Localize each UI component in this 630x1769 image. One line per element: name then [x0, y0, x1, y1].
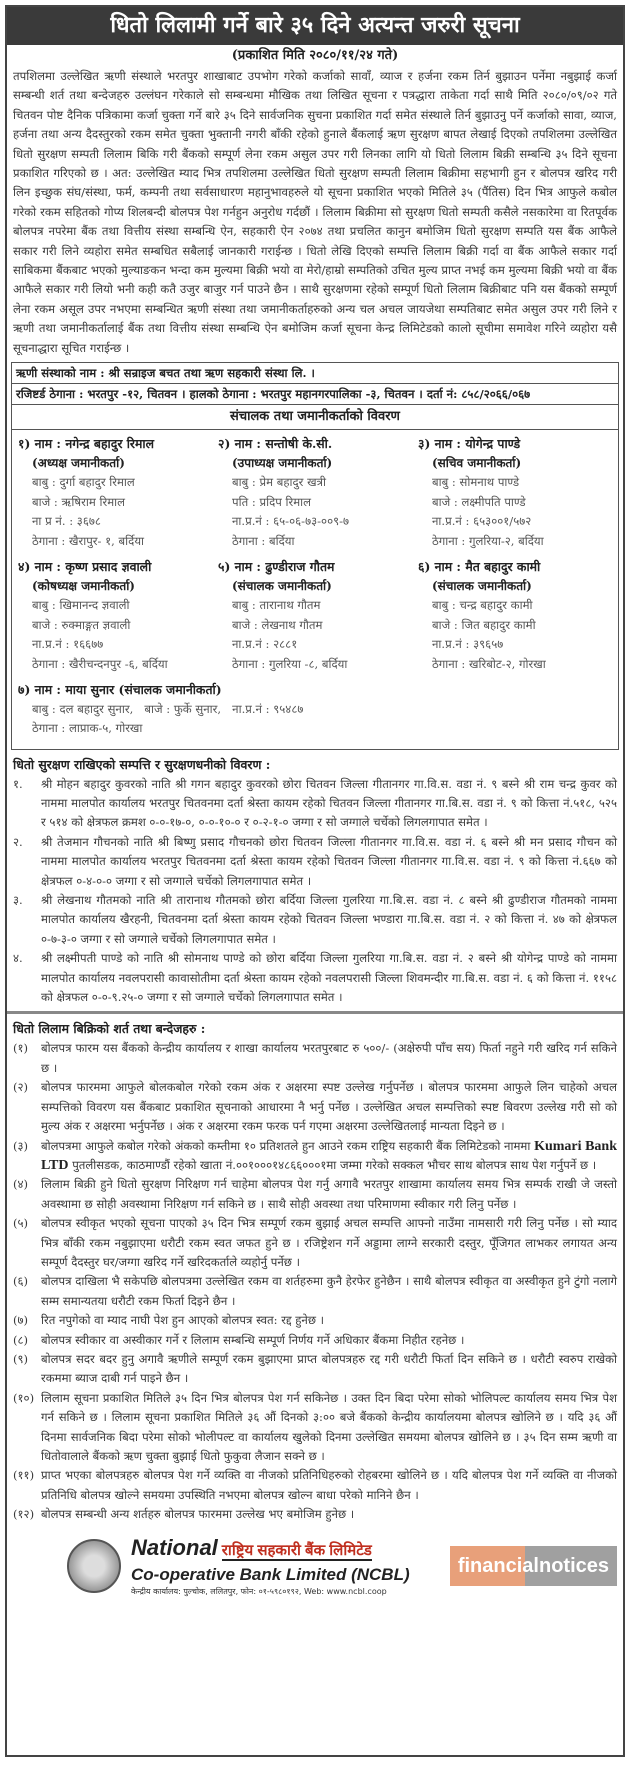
- director-detail: बाजे : जित बहादुर कामी: [432, 617, 536, 632]
- director-detail: बाबु : दल बहादुर सुनार, बाजे : फुर्के सुनार, ना.प्र.नं : ९५४८७: [32, 701, 304, 716]
- director-detail: ठेगाना : खैरीचन्दनपुर -६, बर्दिया: [32, 656, 168, 671]
- term-text: बोलपत्र फारममा आफुले बोलकबोल गरेको रकम अंक र अक्षरमा स्पष्ट उल्लेख गर्नुपर्नेछ । बोलपत्र फारममा आफुले लिन चाहेको अचल सम्पत्तिको विवरण यस बैंकबाट प्रकाशित सूचनाको आधारमा नै भर्नु पर्नेछ । उल्लेखित अचल सम्पत्तिको स्पष्ट बिवरण उल्लेख गरी सो को मुल्य अंक र अक्षरमा भर्नुपर्नेछ । अंक र अक्षरमा रकम फरक पर्न गएमा अक्षरमा उल्लेखितलाई मान्यता दिइने छ ।: [41, 1080, 617, 1134]
- notice: [5, 5, 625, 1757]
- director-detail: बाबु : दुर्गा बहादुर रिमाल: [32, 475, 135, 490]
- director-detail: बाजे : लक्ष्मीपति पाण्डे: [432, 494, 526, 509]
- term-item: [7, 1039, 623, 1078]
- item-text: श्री लक्ष्मीपती पाण्डे को नाति श्री सोमनाथ पाण्डे को छोरा बर्दिया जिल्ला गुलरिया गा.बि.स. वडा नं. २ बस्ने श्री योगेन्द्र पाण्डे को नाममा मालपोत कार्यालय नवलपरासी कावासोतीमा दर्ता श्रेस्ता कायम रहेको नवलपरासी जिल्ला शिवमन्दीर गा.बि.स. वडा नं. ६ को कित्ता नं. ११५८ को क्षेत्रफल ०-०-९.२५-० जग्गा र सो जग्गाले चर्चेको लिगलगापात समेत ।: [41, 951, 617, 1005]
- collateral-list: [7, 775, 623, 1008]
- brand-en: National: [131, 1534, 218, 1560]
- director-card: [218, 434, 412, 551]
- term-text: बोलपत्र सदर बदर हुनु अगावै ऋणीले सम्पूर्ण रकम बुझाएमा प्राप्त बोलपत्रहरु रद्द गरी धरौटी फिर्ता दिन सकिने छ । धरौटी स्वरुप राखेको रकममा ब्याज दाबी गर्न पाइने छैन ।: [41, 1351, 617, 1386]
- term-item: [7, 1311, 623, 1330]
- term-number: (३): [13, 1138, 29, 1153]
- term-number: (१): [13, 1041, 29, 1056]
- term-item: [7, 1078, 623, 1136]
- term-text: बोलपत्र फारम यस बैंकको केन्द्रीय कार्यालय र शाखा कार्यालय भरतपुरबाट रु ५००/- (अक्षेरुपी पाँच सय) फिर्ता नहुने गरी खरिद गर्न सकिने छ ।: [41, 1041, 617, 1075]
- collateral-item: [7, 833, 623, 891]
- item-number: ४.: [13, 951, 23, 966]
- directors-title: संचालक तथा जमानीकर्ताको विवरण: [12, 404, 618, 430]
- bank-name: Kumari Bank LTD: [41, 1138, 617, 1173]
- collateral-item: [7, 775, 623, 833]
- published-date: (प्रकाशित मिति २०८०/११/२४ गते): [231, 48, 399, 63]
- term-number: (७): [13, 1313, 29, 1328]
- item-number: १.: [13, 776, 23, 791]
- term-number: (४): [13, 1177, 29, 1192]
- director-detail: बाजे : लेखनाथ गौतम: [232, 617, 323, 632]
- director-detail: बाबु : प्रेम बहादुर खत्री: [232, 475, 326, 490]
- intro-paragraph: तपशिलमा उल्लेखित ऋणी संस्थाले भरतपुर शाखाबाट उपभोग गरेको कर्जाको सावाँ, व्याज र हर्जना रकम तिर्न बुझाउन पर्नेमा नबुझाई कर्जा सम्बन्धी शर्त तथा बन्देजहरु उल्लंघन गरेकाले सो सम्बन्धमा मौखिक तथा लिखित सूचना र पत्रद्धारा ताकेता गर्दा साथै मिति २०८०/०९/०२ गते चितवन पोष्ट दैनिक पत्रिकामा कर्जा चुक्ता गर्ने बारे ३५ दिने सार्वजनिक सुचना प्रकाशित गर्दा समेत संस्थाले तिर्न बुझाउनु पर्ने कर्जाको सावा, व्याज, हर्जना तथा अन्य दैदस्तुरको रकम समेत चुक्ता भुक्तानी नगरी बाँकी रहेको हुनाले बैंकलाई ऋण सुरक्षण बापत लेखाई दिएको तपशिलमा उल्लेखित धितो सुरक्षण सम्पती लिलाम बिकि गरी बैंकको सम्पूर्ण लेना रकम असुल उपर गरी लिनका लागि यो धितो लिलाम बिक्री सम्बन्धि ३५ दिने सूचना प्रकाशित गरिएको छ । अत: उल्लेखित म्याद भित्र तपशिलमा उल्लेखित धितो सुरक्षण सम्पती लिलाम बिक्रीमा सहभागी हुन र बोलपत्र खरिद गरी लिन इच्छुक संघ/संस्था, फर्म, कम्पनी तथा सर्वसाधारण महानुभावहरुले यो सूचना प्रकाशित भएको मितिले ३५ (पैंतिस) दिन भित्र आफुले कबोल गरेको रकम सहितको गोप्य शिलबन्दी बोलपत्र पेश गर्नहुन अनुरोध गर्दछौं । लिलाम बिक्रीमा सो सुरक्षण धितो सम्पती कसैले नसकारेमा वा रितपूर्वक बोलपत्र नपरेमा बैंक तथा वित्तीय संस्था सम्बन्धि ऐन, सहकारी ऐन २०७४ तथा प्रचलित कानुन बमोजिम धितो सुरक्षण सम्पति यस बैंक आफैले सकार गरी लिने व्यहोरा समेत सम्बधित सबैलाई जानकारी गराईन्छ । धितो लेखि दिएको सम्पत्ति लिलाम बिक्री गर्दा वा बैंक आफैले सकार गर्दा साबिकमा बैंकबाट भएको मुल्याङकन भन्दा कम मुल्यमा बिक्री भयो वा मेरो/हाम्रो सम्पतिको उचित मुल्य प्राप्त नभई कम मुल्यमा बिक्री भयो वा बैंक आफैले सकार गरी लियो भनी कही कतै उजुर बाजुर गर्न पाउने छैन । साथै सुरक्षणमा रहेको सम्पूर्ण धितो लिलाम बिक्रीबाट पनि यस बैंकको सम्पूर्ण लेना रकम असूल उपर नभएमा सम्बन्धित ऋणी संस्था तथा जमानीकर्ताहरुको अन्य चल अचल जायजेथा सम्पतिबाट समेत असुल उपर गरी लिने र ऋणी तथा जमानीकर्तालाई बैंक तथा वित्तीय संस्था सम्बन्धि ऐन बमोजिम कर्जा सूचना केन्द्र लिमिटेडको कालो सूचीमा समावेश गरिने व्यहोरा यसै सूचनाद्धारा सूचित गराईन्छ ।: [13, 69, 617, 355]
- term-number: (५): [13, 1216, 29, 1231]
- director-detail: बाबु : चन्द्र बहादुर कामी: [432, 598, 533, 613]
- director-card: [218, 557, 412, 674]
- term-text: लिलाम सूचना प्रकाशित मितिले ३५ दिन भित्र बोलपत्र पेश गर्न सकिनेछ । उक्त दिन बिदा परेमा सोको भोलिपल्ट कार्यालय समय भित्र पेश गर्न सकिने छ । लिलाम सूचना प्रकाशित मितिले ३६ औं दिनको ३:०० बजे बैंकको केन्द्रीय कार्यालयमा बोलपत्र खोलिने छ । यदि ३६ औं दिनमा सार्वजनिक बिदा परेमा सोको भोलीपल्ट वा कार्यालय खुलेको दिनमा उल्लेखित समयमा बोलपत्र खोलिने छ । ३५ दिन सम्म ऋणी वा धितोवालाले बैंकको ऋण चुक्ता बुझाई धितो फुकुवा लैजान सक्ने छ ।: [41, 1390, 617, 1463]
- term-text: बोलपत्र सम्बन्धी अन्य शर्तहरु बोलपत्र फारममा उल्लेख भए बमोजिम हुनेछ ।: [41, 1507, 355, 1522]
- bank-footer: [7, 1525, 623, 1598]
- director-detail: ठेगाना : बर्दिया: [232, 533, 295, 548]
- borrower-box: [11, 362, 619, 750]
- term-item: [7, 1505, 623, 1524]
- brand-en2: Co-operative Bank Limited (NCBL): [131, 1564, 410, 1584]
- director-role: (संचालक जमानीकर्ता): [432, 578, 532, 593]
- director-name: ४) नाम : कृष्ण प्रसाद ज्ञवाली: [18, 559, 152, 575]
- director-detail: पति : प्रदिप रिमाल: [232, 494, 312, 509]
- brand-np: राष्ट्रिय सहकारी बैंक लिमिटेड: [221, 1541, 372, 1559]
- director-card: [18, 680, 612, 739]
- director-detail: ना प्र नं. : ३६७८: [32, 514, 101, 529]
- director-card: [18, 557, 212, 674]
- term-item: [7, 1389, 623, 1467]
- terms-list: [7, 1039, 623, 1524]
- term-item: [7, 1214, 623, 1272]
- terms-title: धितो लिलाम बिक्रिको शर्त तथा बन्देजहरु :: [13, 1021, 206, 1037]
- notice-title: धितो लिलामी गर्ने बारे ३५ दिने अत्यन्त जरुरी सूचना: [7, 7, 623, 45]
- director-name: ७) नाम : माया सुनार (संचालक जमानीकर्ता): [18, 682, 222, 698]
- item-text: श्री लेखनाथ गौतमको नाति श्री तारानाथ गौतमको छोरा बर्दिया जिल्ला गुलरिया गा.बि.स. वडा नं. ८ बस्ने श्री ढुण्डीराज गौतमको नाममा मालपोत कार्यालय खैरहनी, चितवनमा दर्ता श्रेस्ता कायम रहेको चितवन जिल्ला भण्डारा गा.बि.स. वडा नं. २ को कित्ता नं. ४७ को क्षेत्रफल ०-७-३-० जग्गा र सो जग्गाले चर्चेको लिगलगापात समेत ।: [41, 893, 617, 946]
- director-detail: ठेगाना : लाप्राक-५, गोरखा: [32, 721, 143, 736]
- director-name: ३) नाम : योगेन्द्र पाण्डे: [418, 436, 521, 452]
- directors-grid: [12, 430, 618, 749]
- ncbl-logo-icon: [67, 1539, 121, 1593]
- item-number: ३.: [13, 893, 23, 908]
- brand-block: [131, 1535, 410, 1598]
- director-card: [18, 434, 212, 551]
- director-detail: ठेगाना : गुलरिया-२, बर्दिया: [432, 533, 544, 548]
- director-detail: बाबु : खिमानन्द ज्ञवाली: [32, 598, 130, 613]
- item-number: २.: [13, 834, 23, 849]
- term-item: [7, 1331, 623, 1350]
- director-detail: ठेगाना : खरिबोट-२, गोरखा: [432, 656, 546, 671]
- term-number: (२): [13, 1080, 29, 1095]
- director-role: (उपाध्यक्ष जमानीकर्ता): [232, 455, 333, 470]
- term-number: (११): [13, 1468, 35, 1483]
- term-number: (६): [13, 1274, 29, 1289]
- term-number: (१०): [13, 1390, 35, 1405]
- term-item: [7, 1175, 623, 1214]
- term-number: (१२): [13, 1507, 35, 1522]
- director-role: (अध्यक्ष जमानीकर्ता): [32, 455, 125, 470]
- term-number: (८): [13, 1332, 29, 1347]
- term-item: [7, 1137, 623, 1176]
- director-detail: ना.प्र.नं : ६५३००१/५७२: [432, 514, 532, 529]
- director-role: (संचालक जमानीकर्ता): [232, 578, 332, 593]
- term-text-part: बोलपत्रमा आफुले कबोल गरेको अंकको कम्तीमा १० प्रतिशतले हुन आउने रकम राष्ट्रिय सहकारी बैंक लिमिटेडको नाममा: [41, 1138, 531, 1153]
- director-role: (कोषध्यक्ष जमानीकर्ता): [32, 578, 135, 593]
- item-text: श्री मोहन बहादुर कुवरको नाति श्री गगन बहादुर कुवरको छोरा चितवन जिल्ला गीतानगर गा.वि.स. वडा नं. ९ बस्ने श्री राम चन्द्र कुवर को नाममा मालपोत कार्यालय भरतपुर चितवनमा दर्ता श्रेस्ता कायम रहेको चितवन जिल्ला गीतानगर गा.बि.स. वडा नं. ९ को कित्ता नं.५१८, ५२५ र ५१४ को क्षेत्रफल क्रमश ०-०-१७-०, ०-०-१०-० र ०-२-१-० जग्गा र सो जग्गाले चर्चेको लिगलगापात समेत ।: [41, 776, 617, 830]
- director-name: १) नाम : नगेन्द्र बहादुर रिमाल: [18, 436, 155, 452]
- collateral-item: [7, 891, 623, 949]
- term-item: [7, 1272, 623, 1311]
- director-name: २) नाम : सन्तोषी के.सी.: [218, 436, 333, 452]
- director-detail: ना.प्र.नं : ३९६५७: [432, 637, 504, 652]
- term-text: बोलपत्र स्वीकार वा अस्वीकार गर्ने र लिलाम सम्बन्धि सम्पूर्ण निर्णय गर्ने अधिकार बैंकमा निहीत रहनेछ ।: [41, 1332, 465, 1347]
- bank-address: केन्द्रीय कार्यालय: पुल्चोक, ललितपुर, फोन: ०१-५९८०१९२, Web: www.ncbl.coop: [131, 1586, 387, 1596]
- term-text: [41, 1137, 617, 1176]
- term-item: [7, 1350, 623, 1389]
- director-detail: ठेगाना : गुलरिया -८, बर्दिया: [232, 656, 348, 671]
- term-text: बोलपत्र दाखिला भै सकेपछि बोलपत्रमा उल्लेखित रकम वा शर्तहरुमा कुनै हेरफेर हुनेछैन । साथै बोलपत्र स्वीकृत वा अस्वीकृत हुने टुंगो नलागे सम्म समान्यतया धरौटी रकम फिर्ता दिइने छैन ।: [41, 1274, 617, 1308]
- director-role: (सचिव जमानीकर्ता): [432, 455, 522, 470]
- divider: [7, 1011, 623, 1014]
- director-detail: बाजे : रुक्माङ्गत ज्ञवाली: [32, 617, 131, 632]
- director-detail: ना.प्र.नं : १६६७७: [32, 637, 104, 652]
- collateral-item: [7, 949, 623, 1007]
- collateral-title: धितो सुरक्षण राखिएको सम्पत्ति र सुरक्षणधनीको विवरण :: [13, 756, 271, 772]
- director-name: ६) नाम : मैत बहादुर कामी: [418, 559, 541, 575]
- director-detail: बाबु : सोमनाथ पाण्डे: [432, 475, 520, 490]
- borrower-address: रजिष्टर्ड ठेगाना : भरतपुर -१२, चितवन । हालको ठेगाना : भरतपुर महानगरपालिका -३, चितवन । दर्ता नं: ८५८/२०६६/०६७: [12, 383, 618, 404]
- borrower-name: ऋणी संस्थाको नाम : श्री सन्राइज बचत तथा ऋण सहकारी संस्था लि. ।: [16, 366, 315, 381]
- director-card: [418, 557, 612, 674]
- director-detail: बाबु : तारानाथ गौतम: [232, 598, 321, 613]
- director-name: ५) नाम : ढुण्डीराज गौतम: [218, 559, 335, 575]
- director-detail: ठेगाना : खैरापुर- १, बर्दिया: [32, 533, 145, 548]
- term-text: लिलाम बिक्री हुने धितो सुरक्षण निरिक्षण गर्न चाहेमा बोलपत्र पेश गर्नु अगावै भरतपुर शाखामा कार्यालय समय भित्र सम्पर्क राखी जे जस्तो अवस्थामा छ सोही अवस्थामा निरिक्षण गर्न सकिने छ । साथै सोही अवस्था तथा परिमाणमा स्वीकार गरी लिनु पर्नेछ ।: [41, 1177, 617, 1211]
- term-text: प्राप्त भएका बोलपत्रहरु बोलपत्र पेश गर्ने व्यक्ति वा नीजको प्रतिनिधिहरुको रोहबरमा खोलिने छ । यदि बोलपत्र पेश गर्ने व्यक्ति वा नीजको प्रतिनिधि बोलपत्र खोल्ने समयमा उपस्थिति नभएमा बोलपत्र खोल्न बाधा परेको मानिने छैन ।: [41, 1468, 617, 1502]
- director-detail: बाजे : ऋषिराम रिमाल: [32, 494, 126, 509]
- watermark: financialnotices: [450, 1546, 617, 1586]
- director-detail: ना.प्र.नं : २८८१: [232, 637, 298, 652]
- term-number: (९): [13, 1351, 29, 1366]
- director-card: [418, 434, 612, 551]
- term-item: [7, 1466, 623, 1505]
- term-text-part: पुतलीसडक, काठमाण्डौं रहेको खाता नं.००१०००१४८६६०००१मा जम्मा गरेको सक्कल भौचर साथ बोलपत्र साथ पेश गर्नुपर्ने छ ।: [72, 1157, 597, 1172]
- item-text: श्री तेजमान गौचनको नाति श्री बिष्णु प्रसाद गौचनको छोरा चितवन जिल्ला गीतानगर गा.वि.स. वडा नं. ६ बस्ने श्री मन प्रसाद गौचन को नाममा मालपोत कार्यालय भरतपुर चितवनमा दर्ता श्रेस्ता कायम रहेको चितवन जिल्ला गीतानगर गा.वि.स. वडा नं. ९ को कित्ता नं.६६७ को क्षेत्रफल ०-४-०-० जग्गा र सो जग्गाले चर्चेको लिगलगापात समेत ।: [41, 834, 617, 888]
- term-text: बोलपत्र स्वीकृत भएको सूचना पाएको ३५ दिन भित्र सम्पूर्ण रकम बुझाई अचल सम्पत्ति आफ्नो नाउँमा नामसारी गरी लिनु पर्नेछ । सो म्याद भित्र बाँकी रकम नबुझाएमा धरौटी रकम स्वत जफत हुने छ । रजिष्ट्रेशन गर्ने अड्डामा लाग्ने सरकारी दस्तुर, पूँजिगत लाभकर लगायत अन्य सम्पूर्ण दैदस्तुर घर/जग्गा खरिद गर्ने खरिदकर्ताले व्यहोर्नु पर्नेछ ।: [41, 1216, 617, 1269]
- term-text: रित नपुगेको वा म्याद नाघी पेश हुन आएको बोलपत्र स्वत: रद्द हुनेछ ।: [41, 1313, 325, 1328]
- director-detail: ना.प्र.नं : ६५-०६-७३-००९-७: [232, 514, 350, 529]
